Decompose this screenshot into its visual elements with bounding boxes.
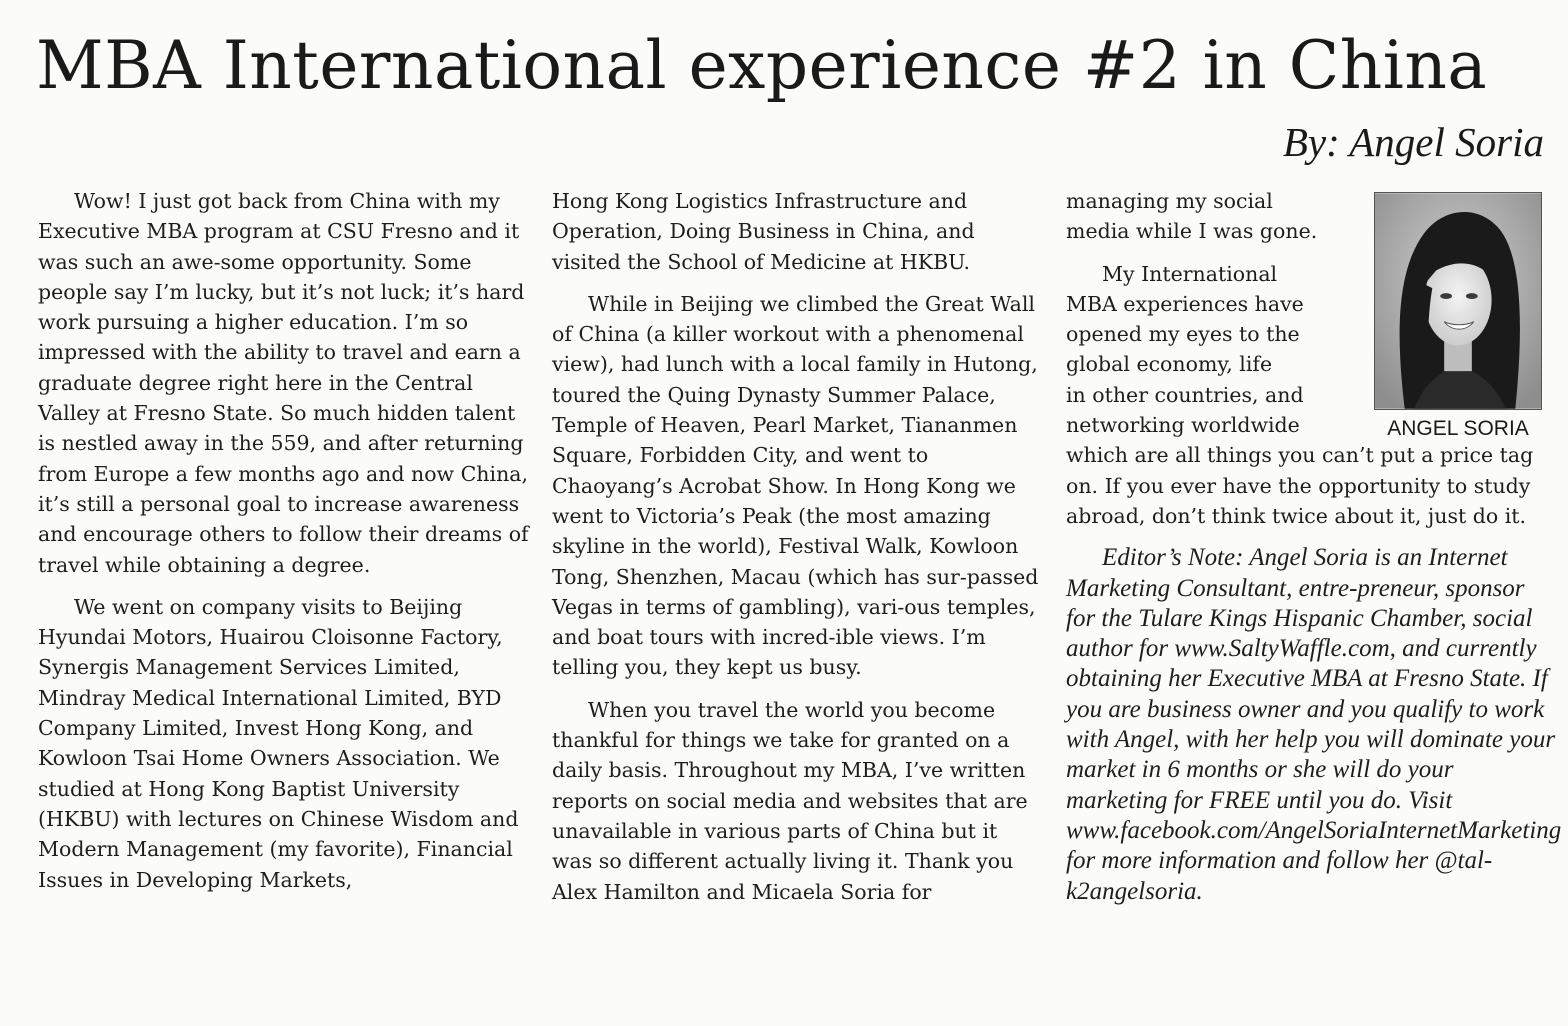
paragraph-sightseeing: While in Beijing we climbed the Great Wall of China (a killer workout with a phenomenal view), had lunch with a local family in Hutong, toured the Quing Dynasty Summer Palace, Temple of Heaven, Pearl Market, Tiananmen Square, Forbidden City, and went to Chaoyang’s Acrobat Show. In Hong Kong we went to Victoria’s Peak (the most amazing skyline in the world), Festival Walk, Kowloon Tong, Shenzhen, Macau (which has sur-passed Vegas in terms of gambling), vari-ous temples, and boat tours with incred-ible views. I’m telling you, they kept us busy. — [552, 291, 1039, 680]
article-column-1 — [38, 186, 530, 895]
paragraph-company-visits: We went on company visits to Beijing Hyundai Motors, Huairou Cloisonne Factory, Synergis Management Services Limited, Mindray Medical International Limited, BYD Company Limited, Invest Hong Kong, and Kowloon Tsai Home Owners Association. We studied at Hong Kong Baptist University (HKBU) with lectures on Chinese Wisdom and Modern Management (my favorite), Financial Issues in Developing Markets, — [38, 594, 519, 892]
text-line: networking worldwide — [1066, 413, 1300, 438]
article-column-2 — [552, 186, 1044, 907]
byline: By: Angel Soria — [1282, 119, 1544, 165]
paragraph-lectures-cont: Hong Kong Logistics Infrastructure and Operation, Doing Business in China, and visited the School of Medicine at HKBU. — [552, 189, 975, 274]
author-photo — [1374, 192, 1542, 410]
editors-note: Editor’s Note: Angel Soria is an Internet Marketing Consultant, entre-preneur, sponsor for the Tulare Kings Hispanic Chamber, social author for www.SaltyWaffle.com, and currently obtaining her Executive MBA at Fresno State. If you are business owner and you qualify to work with Angel, with her help you will dominate your market in 6 months or she will do your marketing for FREE until you do. Visit www.facebook.com/AngelSoriaInternetMarketing for more information and follow her @tal-k2angelsoria. — [1066, 544, 1562, 905]
photo-caption: ANGEL SORIA — [1387, 417, 1529, 440]
text-line: can’t put a price tag on. If you ever have the opportunity to study abroad, don’t think twice about it, just do it. — [1066, 443, 1534, 528]
text-line: global economy, life — [1066, 352, 1273, 377]
text-line: which are all things you — [1066, 443, 1316, 468]
paragraph-intro: Wow! I just got back from China with my Executive MBA program at CSU Fresno and it was such an awe-some opportunity. Some people say I’m lucky, but it’s not luck; it’s hard work pursuing a higher education. I’m so impressed with the ability to travel and earn a graduate degree right here in the Central Valley at Fresno State. So much hidden talent is nestled away in the 559, and after returning from Europe a few months ago and now China, it’s still a personal goal to increase awareness and encourage others to follow their dreams of travel while obtaining a degree. — [38, 189, 529, 577]
text-line: opened my eyes to the — [1066, 322, 1300, 347]
text-line: MBA experiences have — [1066, 291, 1304, 316]
headline: MBA International experience #2 in China — [36, 27, 1488, 104]
text-line: My International — [1102, 261, 1278, 286]
text-line: managing my social — [1066, 189, 1273, 213]
text-line: in other countries, and — [1066, 382, 1304, 407]
author-portrait-image — [1374, 192, 1542, 410]
text-line: media while I was gone. — [1066, 219, 1318, 244]
paragraph-thankful: When you travel the world you become thankful for things we take for granted on a daily basis. Throughout my MBA, I’ve written reports on social media and websites that are unavailable in various parts of China but it was so different actually living it. Thank you Alex Hamilton and Micaela Soria for — [552, 697, 1028, 904]
